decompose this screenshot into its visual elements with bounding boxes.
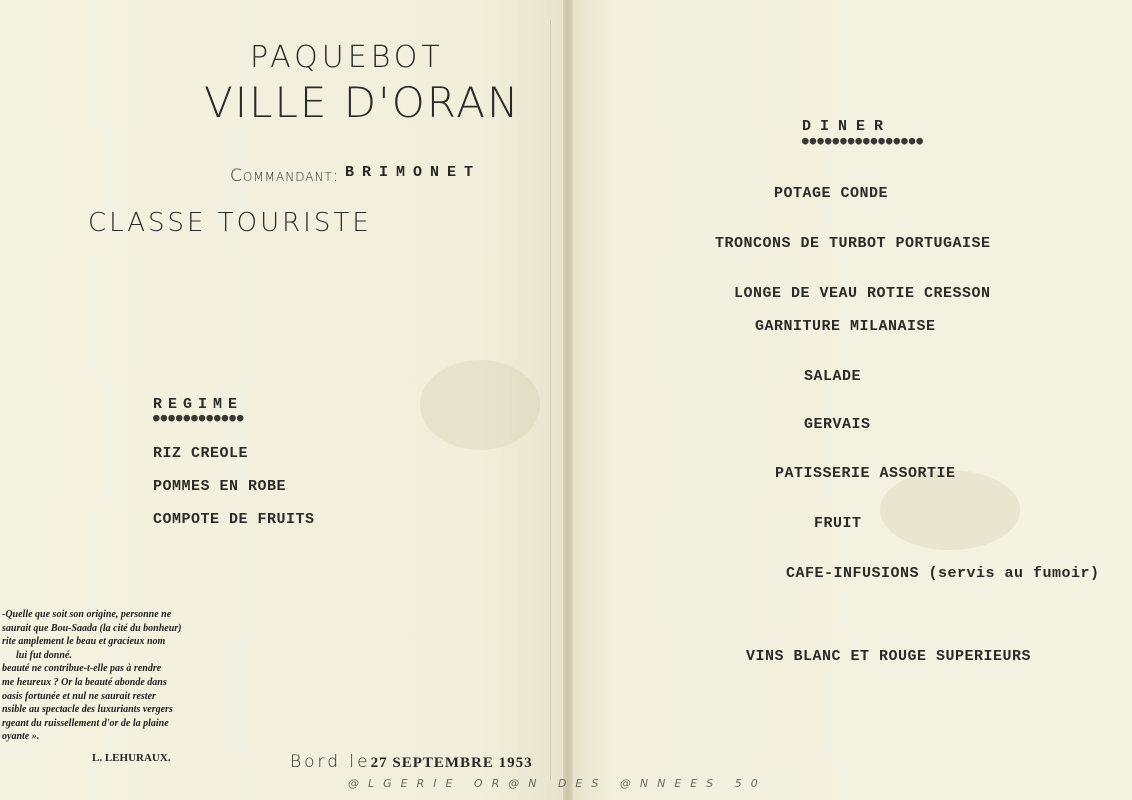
ship-title-line1: PAQUEBOT	[250, 40, 444, 75]
fold-crease	[550, 20, 565, 780]
menu-item: PATISSERIE ASSORTIE	[775, 465, 956, 482]
quote-author: L. LEHURAUX.	[92, 752, 171, 764]
menu-item: LONGE DE VEAU ROTIE CRESSON	[734, 285, 991, 302]
quote-line: me heureux ? Or la beauté abonde dans	[2, 676, 167, 688]
diner-heading: DINER	[802, 118, 893, 135]
quote-block	[2, 608, 220, 744]
diner-underline: ●●●●●●●●●●●●●●●●	[802, 134, 924, 147]
regime-heading: REGIME	[153, 396, 244, 413]
quote-line: oasis fortunée et nul ne saurait rester	[2, 690, 156, 702]
menu-item: GARNITURE MILANAISE	[755, 318, 936, 335]
menu-item: FRUIT	[814, 515, 862, 532]
quote-line: nsible au spectacle des luxuriants vergers	[2, 704, 173, 716]
regime-item: RIZ CREOLE	[153, 445, 249, 462]
menu-item: SALADE	[804, 368, 862, 385]
menu-item: VINS BLANC ET ROUGE SUPERIEURS	[746, 648, 1032, 665]
menu-item: POTAGE CONDE	[774, 185, 889, 202]
ship-title-line2: VILLE D'ORAN	[204, 78, 521, 127]
bord-date-value: 27 SEPTEMBRE 1953	[370, 755, 533, 771]
commandant-name: BRIMONET	[345, 164, 482, 181]
regime-item: POMMES EN ROBE	[153, 478, 287, 495]
commandant-label: Commandant:	[230, 166, 340, 186]
class-title: CLASSE TOURISTE	[88, 208, 372, 238]
quote-line: lui fut donné.	[16, 649, 72, 661]
menu-item: TRONCONS DE TURBOT PORTUGAISE	[715, 235, 991, 252]
menu-item: CAFE-INFUSIONS (servis au fumoir)	[786, 565, 1100, 582]
bord-date	[290, 752, 533, 772]
quote-line: oyante ».	[2, 731, 40, 743]
regime-underline: ●●●●●●●●●●●●	[153, 411, 245, 424]
paper-stain	[880, 470, 1020, 550]
paper-stain	[420, 360, 540, 450]
quote-line: saurait que Bou-Saada (la cité du bonheur)	[2, 622, 182, 634]
menu-item: GERVAIS	[804, 416, 871, 433]
bord-prefix: Bord le	[290, 752, 371, 772]
quote-line: rgeant du ruissellement d'or de la plaine	[2, 717, 169, 729]
quote-line: beauté ne contribue-t-elle pas à rendre	[2, 663, 162, 675]
watermark-text: @LGERIE OR@N DES @NNEES 50	[348, 777, 767, 790]
quote-line: -Quelle que soit son origine, personne ne	[2, 609, 172, 620]
regime-item: COMPOTE DE FRUITS	[153, 511, 315, 528]
quote-line: rite amplement le beau et gracieux nom	[2, 636, 166, 648]
